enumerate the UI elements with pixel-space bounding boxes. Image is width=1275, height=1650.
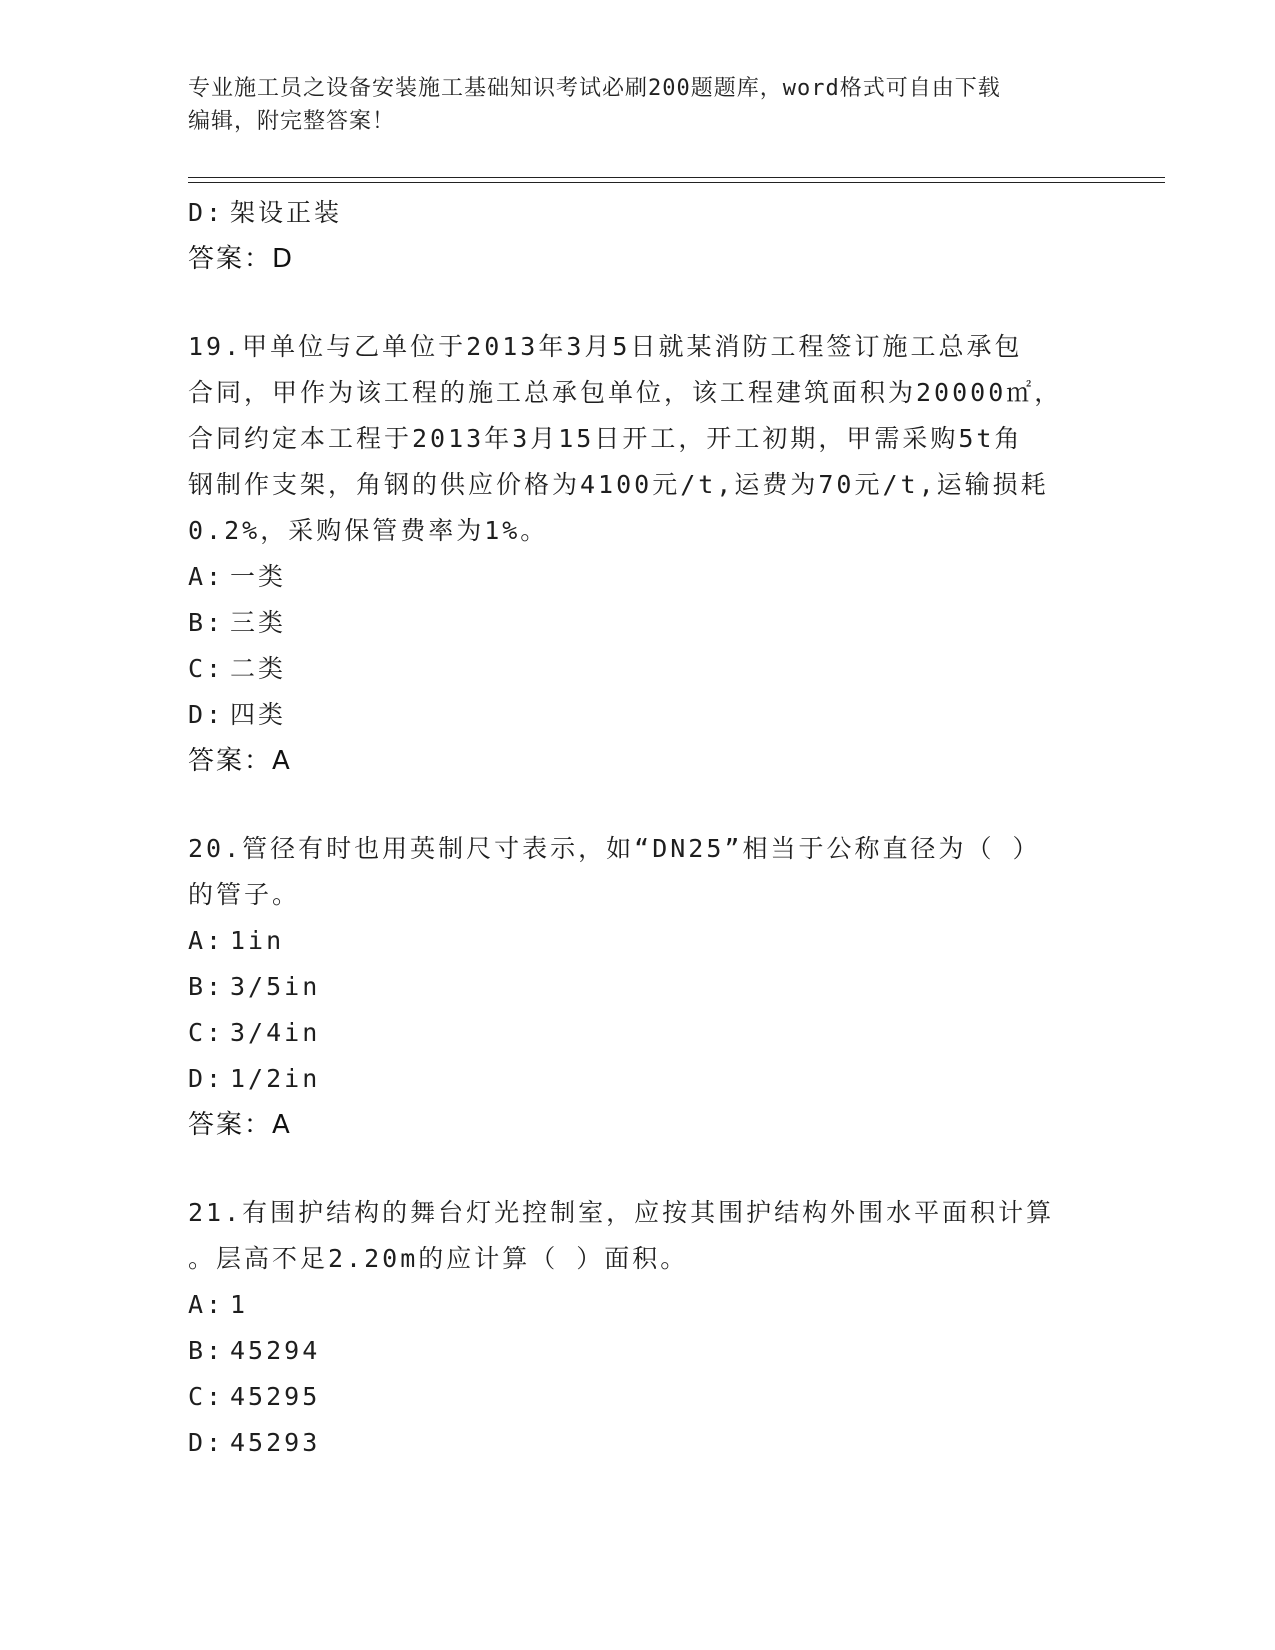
prev-question-tail [188,190,1088,282]
option-label: C: [188,1018,225,1047]
answer-line: 答案：A [188,746,292,776]
option-d [188,190,1088,236]
option-text: 3/4in [230,1018,321,1047]
option-c [188,646,1088,692]
answer-line: 答案：D [188,244,295,274]
question-text-line: 19.甲单位与乙单位于2013年3月5日就某消防工程签订施工总承包 [188,332,1023,361]
option-b [188,964,1088,1010]
option-text: 1 [230,1290,249,1319]
question-text-line: 的管子。 [188,880,301,909]
question-text-line: 0.2%，采购保管费率为1%。 [188,516,549,545]
option-label: D: [188,198,225,227]
question-text-line: 。层高不足2.20m的应计算（ ）面积。 [188,1244,689,1273]
option-label: C: [188,654,225,683]
option-label: D: [188,700,225,729]
option-label: D: [188,1428,225,1457]
option-text: 3/5in [230,972,321,1001]
option-text: 45295 [230,1382,321,1411]
option-text: 二类 [230,654,287,683]
option-d [188,1420,1088,1466]
option-b [188,600,1088,646]
option-label: A: [188,562,225,591]
option-a [188,554,1088,600]
option-label: B: [188,608,225,637]
header-divider-thick [188,177,1165,178]
option-text: 1/2in [230,1064,321,1093]
option-text: 45293 [230,1428,321,1457]
option-text: 三类 [230,608,287,637]
question-text-line: 20.管径有时也用英制尺寸表示，如“DN25”相当于公称直径为（ ） [188,834,1041,863]
question-20 [188,826,1088,1148]
option-d [188,1056,1088,1102]
question-21 [188,1190,1088,1466]
option-c [188,1374,1088,1420]
option-label: B: [188,1336,225,1365]
option-c [188,1010,1088,1056]
option-label: C: [188,1382,225,1411]
question-text-line: 合同约定本工程于2013年3月15日开工，开工初期，甲需采购5t角 [188,424,1023,453]
question-text-line: 钢制作支架，角钢的供应价格为4100元/t,运费为70元/t,运输损耗 [188,470,1049,499]
option-label: A: [188,1290,225,1319]
option-text: 四类 [230,700,287,729]
document-body [188,190,1088,1466]
question-19 [188,324,1088,784]
header-title-line-1: 专业施工员之设备安装施工基础知识考试必刷200题题库，word格式可自由下载 [188,76,1001,101]
document-header [188,72,1088,138]
option-text: 45294 [230,1336,321,1365]
option-b [188,1328,1088,1374]
question-text-line: 合同，甲作为该工程的施工总承包单位，该工程建筑面积为20000㎡， [188,378,1063,407]
option-text: 一类 [230,562,287,591]
option-a [188,1282,1088,1328]
header-divider-thin [188,182,1165,183]
option-label: A: [188,926,225,955]
option-label: B: [188,972,225,1001]
header-title-line-2: 编辑，附完整答案！ [188,109,396,134]
option-label: D: [188,1064,225,1093]
option-a [188,918,1088,964]
option-text: 架设正装 [230,198,343,227]
option-text: 1in [230,926,285,955]
question-text-line: 21.有围护结构的舞台灯光控制室，应按其围护结构外围水平面积计算 [188,1198,1055,1227]
answer-line: 答案：A [188,1110,292,1140]
option-d [188,692,1088,738]
